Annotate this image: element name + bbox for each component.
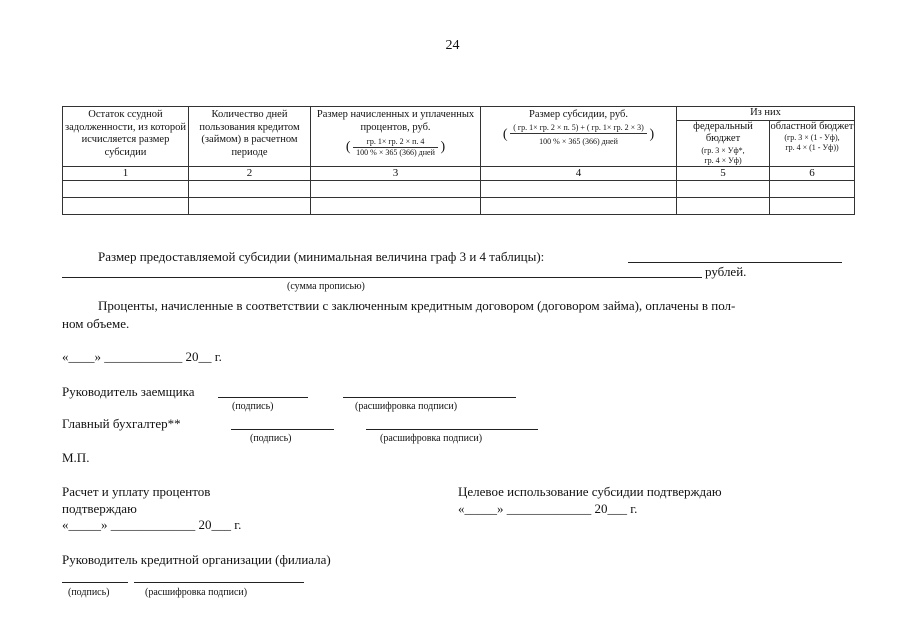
col3-title: Размер начисленных и уплаченных процентов, руб. bbox=[316, 109, 475, 133]
signature-caption: (подпись) bbox=[250, 433, 292, 444]
signature-decoding-caption: (расшифровка подписи) bbox=[355, 401, 458, 412]
col5-formula-2: гр. 4 × Уф) bbox=[704, 155, 742, 165]
col4-header: Размер субсидии, руб. ( $\frac{( гр. 1\times гр. 2 \times п. 5) + ( гр. 1\times гр. 2 \times 3)}{\text{100 \% × 365 (366) дней}}$ ) bbox=[481, 107, 677, 167]
paragraph-line-2: ном объеме. bbox=[62, 316, 130, 331]
col-number: 6 bbox=[770, 166, 855, 180]
signature-decoding-caption: (расшифровка подписи) bbox=[380, 433, 483, 444]
col6-header bbox=[770, 120, 855, 166]
table-cell[interactable] bbox=[770, 197, 855, 214]
bank-decoding-field[interactable] bbox=[134, 582, 304, 583]
table-cell[interactable] bbox=[677, 180, 770, 197]
col3-numerator: гр. 1× гр. 2 × п. 4 bbox=[353, 137, 438, 148]
chief-accountant-label: Главный бухгалтер** bbox=[62, 416, 181, 431]
col5-title: федеральный бюджет bbox=[693, 120, 753, 144]
subsidy-amount-label: Размер предоставляемой субсидии (минимальная величина граф 3 и 4 таблицы): bbox=[98, 249, 545, 264]
date-field[interactable]: «____» ____________ 20__ г. bbox=[62, 349, 222, 364]
rubles-label: рублей. bbox=[705, 264, 747, 279]
col-number: 3 bbox=[311, 166, 481, 180]
subsidy-table bbox=[62, 106, 855, 215]
column-number-row bbox=[63, 166, 855, 180]
table-cell[interactable] bbox=[481, 197, 677, 214]
col6-formula-1: (гр. 3 × (1 - Уф), bbox=[784, 133, 840, 142]
col3-header: Размер начисленных и уплаченных процентов, руб. ( $\frac{гр. 1\times гр. 2 \times п. 4}{\text{100 \% × 365 (366) дней}}$ ) bbox=[311, 107, 481, 167]
bank-signature-field[interactable] bbox=[62, 582, 128, 583]
interest-confirmation-line-2: подтверждаю bbox=[62, 501, 137, 516]
subsidy-words-field[interactable] bbox=[62, 277, 702, 278]
head-decoding-field[interactable] bbox=[343, 397, 516, 398]
head-signature-field[interactable] bbox=[218, 397, 308, 398]
table-cell[interactable] bbox=[481, 180, 677, 197]
col3-formula bbox=[353, 137, 438, 158]
table-cell[interactable] bbox=[63, 197, 189, 214]
col4-formula bbox=[510, 123, 647, 147]
col-number: 5 bbox=[677, 166, 770, 180]
signature-caption: (подпись) bbox=[232, 401, 274, 412]
table-cell[interactable] bbox=[189, 180, 311, 197]
table-cell[interactable] bbox=[311, 180, 481, 197]
col4-title: Размер субсидии, руб. bbox=[529, 109, 628, 120]
bank-head-label: Руководитель кредитной организации (филиала) bbox=[62, 552, 331, 567]
table-cell[interactable] bbox=[63, 180, 189, 197]
col5-header bbox=[677, 120, 770, 166]
col4-denominator: 100 % × 365 (366) дней bbox=[539, 136, 618, 146]
accountant-signature-field[interactable] bbox=[231, 429, 334, 430]
col-number: 4 bbox=[481, 166, 677, 180]
interest-confirmation-line-1: Расчет и уплату процентов bbox=[62, 484, 211, 499]
target-use-confirmation: Целевое использование субсидии подтверждаю bbox=[458, 484, 722, 499]
date-field[interactable]: «_____» _____________ 20___ г. bbox=[62, 517, 242, 532]
table-header-row bbox=[63, 107, 855, 121]
sum-in-words-caption: (сумма прописью) bbox=[287, 281, 365, 292]
group-header: Из них bbox=[677, 107, 855, 121]
col5-formula-1: (гр. 3 × Уф*, bbox=[701, 145, 745, 155]
paragraph-line-1: Проценты, начисленные в соответствии с заключенным кредитным договором (договором займа), оплачены в пол- bbox=[98, 298, 736, 313]
table-cell[interactable] bbox=[770, 180, 855, 197]
signature-decoding-caption: (расшифровка подписи) bbox=[145, 587, 248, 598]
accountant-decoding-field[interactable] bbox=[366, 429, 538, 430]
col-number: 2 bbox=[189, 166, 311, 180]
table-cell[interactable] bbox=[189, 197, 311, 214]
table-row bbox=[63, 180, 855, 197]
table-cell[interactable] bbox=[677, 197, 770, 214]
page-number: 24 bbox=[445, 38, 460, 53]
col6-title: областной бюджет bbox=[770, 120, 854, 132]
col4-numerator: ( гр. 1× гр. 2 × п. 5) + ( гр. 1× гр. 2 × 3) bbox=[510, 123, 647, 134]
col2-header: Количество дней пользования кредитом (займом) в расчетном периоде bbox=[189, 107, 311, 167]
date-field[interactable]: «_____» _____________ 20___ г. bbox=[458, 501, 638, 516]
head-of-borrower-label: Руководитель заемщика bbox=[62, 384, 195, 399]
col3-denominator: 100 % × 365 (366) дней bbox=[356, 148, 435, 157]
table-cell[interactable] bbox=[311, 197, 481, 214]
signature-caption: (подпись) bbox=[68, 587, 110, 598]
col6-formula-2: гр. 4 × (1 - Уф)) bbox=[785, 143, 839, 152]
stamp-label: М.П. bbox=[62, 450, 90, 465]
col-number: 1 bbox=[63, 166, 189, 180]
table-row bbox=[63, 197, 855, 214]
subsidy-amount-field[interactable] bbox=[628, 262, 842, 263]
col1-header: Остаток ссудной задолженности, из которой исчисляется размер субсидии bbox=[63, 107, 189, 167]
